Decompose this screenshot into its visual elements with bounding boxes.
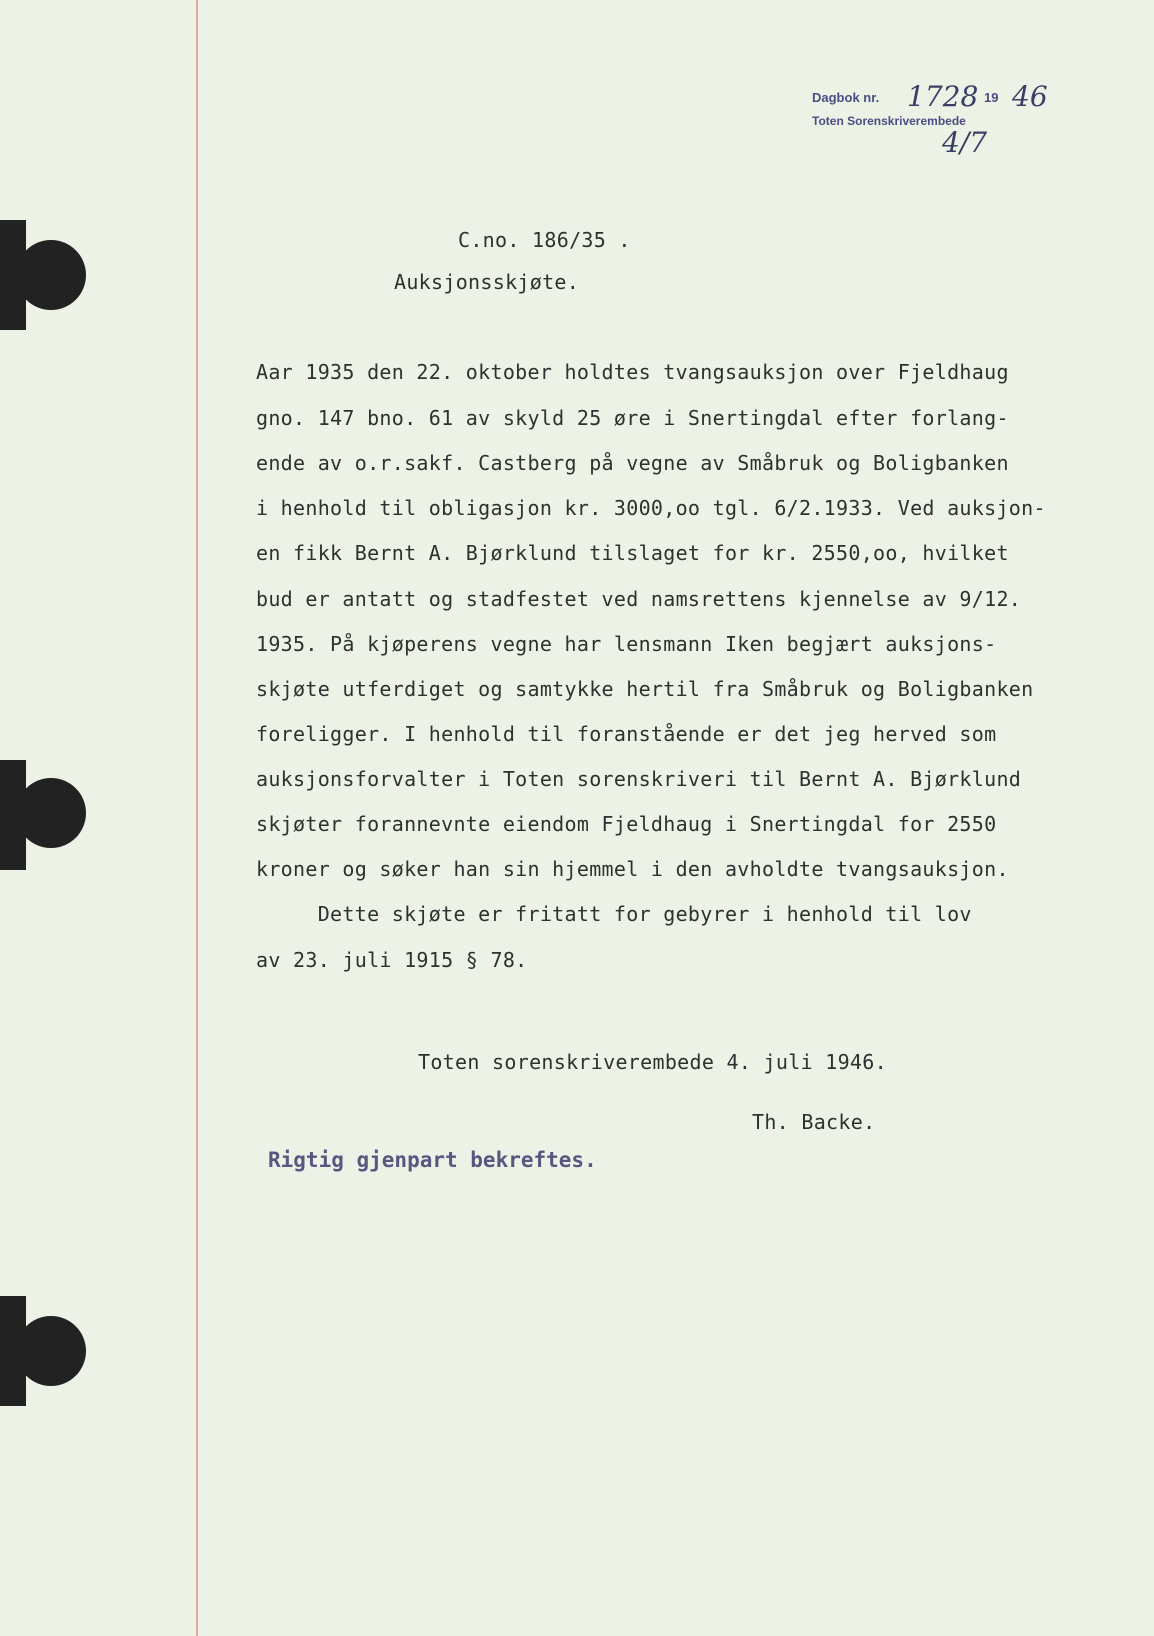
body-line: Dette skjøte er fritatt for gebyrer i henhold til lov <box>256 902 972 926</box>
body-line: i henhold til obligasjon kr. 3000,oo tgl. 6/2.1933. Ved auksjon- <box>256 496 1046 520</box>
stamp-office: Toten Sorenskriverembede <box>812 114 966 128</box>
stamp-year-label: 19 <box>984 90 999 105</box>
body-line: gno. 147 bno. 61 av skyld 25 øre i Snertingdal efter forlang- <box>256 406 1009 430</box>
body-line: foreligger. I henhold til foranstående er det jeg herved som <box>256 722 997 746</box>
body-line: auksjonsforvalter i Toten sorenskriveri til Bernt A. Bjørklund <box>256 767 1022 791</box>
body-line: skjøter forannevnte eiendom Fjeldhaug i Snertingdal for 2550 <box>256 812 997 836</box>
punch-hole <box>16 240 86 310</box>
certification-stamp: Rigtig gjenpart bekreftes. <box>268 1148 597 1172</box>
body-line: 1935. På kjøperens vegne har lensmann Iken begjært auksjons- <box>256 632 997 656</box>
place-and-date: Toten sorenskriverembede 4. juli 1946. <box>418 1050 887 1074</box>
body-line: bud er antatt og stadfestet ved namsrettens kjennelse av 9/12. <box>256 587 1022 611</box>
stamp-journal-label: Dagbok nr. <box>812 90 880 105</box>
body-line: av 23. juli 1915 § 78. <box>256 948 528 972</box>
punch-hole <box>16 1316 86 1386</box>
document-title: Auksjonsskjøte. <box>394 270 580 294</box>
stamp-date: 4/7 <box>942 126 988 159</box>
signature-name: Th. Backe. <box>752 1110 876 1134</box>
body-line: ende av o.r.sakf. Castberg på vegne av Småbruk og Boligbanken <box>256 451 1009 475</box>
punch-hole <box>16 778 86 848</box>
body-line: kroner og søker han sin hjemmel i den avholdte tvangsauksjon. <box>256 857 1009 881</box>
stamp-journal-number: 1728 <box>907 80 979 113</box>
body-line: skjøte utferdiget og samtykke hertil fra Småbruk og Boligbanken <box>256 677 1034 701</box>
case-number: C.no. 186/35 . <box>458 228 631 252</box>
body-line: en fikk Bernt A. Bjørklund tilslaget for kr. 2550,oo, hvilket <box>256 541 1009 565</box>
margin-rule <box>196 0 198 1636</box>
body-line: Aar 1935 den 22. oktober holdtes tvangsauksjon over Fjeldhaug <box>256 360 1009 384</box>
stamp-year: 46 <box>1012 80 1048 113</box>
